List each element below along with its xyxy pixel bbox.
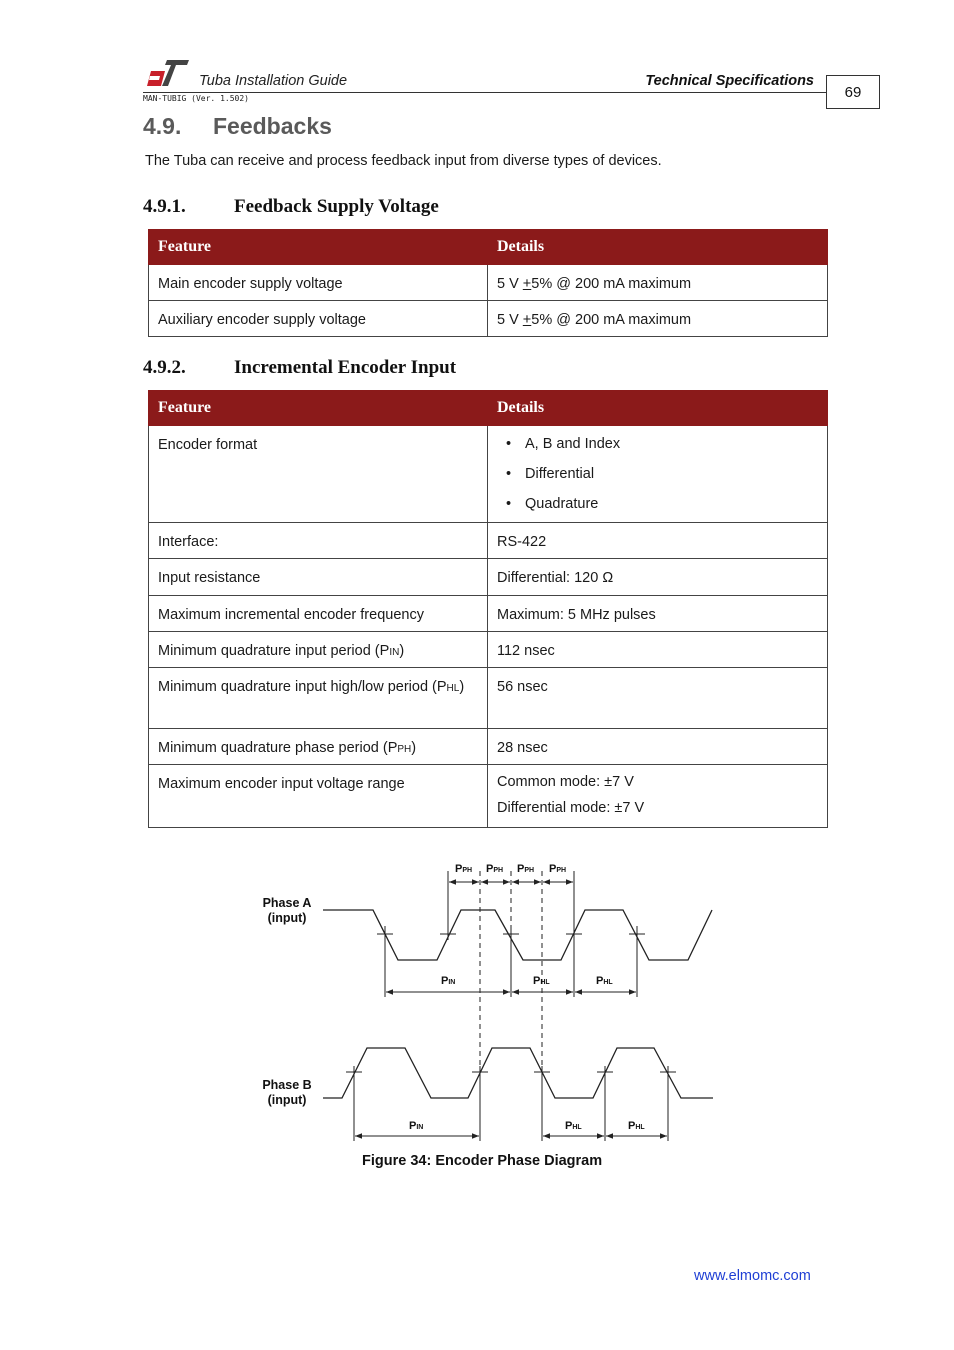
details-cell: Differential: 120 Ω bbox=[488, 559, 828, 596]
header-rule bbox=[143, 92, 826, 93]
subsection-number: 4.9.2. bbox=[143, 357, 186, 378]
feature-cell: Minimum quadrature phase period (PPH) bbox=[149, 729, 488, 765]
phase-a-waveform bbox=[323, 910, 712, 960]
subsection-heading-incremental bbox=[143, 357, 456, 379]
table-row bbox=[149, 523, 828, 559]
svg-text:PHL: PHL bbox=[596, 975, 613, 987]
details-list bbox=[497, 429, 818, 519]
subsection-title: Incremental Encoder Input bbox=[234, 357, 457, 378]
feature-cell: Main encoder supply voltage bbox=[149, 265, 488, 301]
table-row bbox=[149, 265, 828, 301]
feature-cell: Maximum incremental encoder frequency bbox=[149, 596, 488, 632]
table-row bbox=[149, 668, 828, 729]
svg-text:PIN: PIN bbox=[409, 1120, 424, 1132]
section-number: 4.9. bbox=[143, 113, 182, 139]
footer-link[interactable]: www.elmomc.com bbox=[694, 1268, 811, 1284]
column-header-feature: Feature bbox=[149, 230, 488, 265]
table-row bbox=[149, 301, 828, 337]
table-row bbox=[149, 559, 828, 596]
phase-a-sublabel: (input) bbox=[267, 911, 307, 925]
section-heading bbox=[143, 113, 332, 140]
phase-b-markers bbox=[346, 1066, 676, 1141]
phase-b-measure-labels bbox=[409, 1120, 645, 1132]
subsection-heading-supply bbox=[143, 196, 439, 218]
details-cell: RS-422 bbox=[488, 523, 828, 559]
feature-cell: Maximum encoder input voltage range bbox=[149, 765, 488, 828]
feature-cell: Minimum quadrature input period (PIN) bbox=[149, 632, 488, 668]
column-header-details: Details bbox=[488, 230, 828, 265]
elmo-logo-icon bbox=[147, 58, 189, 88]
feature-cell: Encoder format bbox=[149, 426, 488, 523]
feature-cell: Input resistance bbox=[149, 559, 488, 596]
feature-cell: Auxiliary encoder supply voltage bbox=[149, 301, 488, 337]
svg-text:PPH: PPH bbox=[517, 863, 535, 875]
supply-voltage-table bbox=[148, 229, 828, 337]
details-cell: 5 V +5% @ 200 mA maximum bbox=[488, 301, 828, 337]
subsection-title: Feedback Supply Voltage bbox=[234, 196, 439, 217]
svg-text:PPH: PPH bbox=[549, 863, 567, 875]
column-header-feature: Feature bbox=[149, 391, 488, 426]
column-header-details: Details bbox=[488, 391, 828, 426]
phase-a-measure-labels bbox=[441, 975, 613, 987]
figure-caption: Figure 34: Encoder Phase Diagram bbox=[362, 1153, 603, 1169]
incremental-encoder-table bbox=[148, 390, 828, 828]
common-mode-value: Common mode: ±7 V bbox=[497, 774, 634, 790]
svg-text:PHL: PHL bbox=[533, 975, 550, 987]
list-item: • Quadrature bbox=[525, 489, 818, 519]
subsection-number: 4.9.1. bbox=[143, 196, 186, 217]
details-cell bbox=[488, 765, 828, 828]
page-number: 69 bbox=[826, 75, 880, 109]
table-row bbox=[149, 729, 828, 765]
table-row bbox=[149, 765, 828, 828]
svg-text:PHL: PHL bbox=[628, 1120, 645, 1132]
details-cell bbox=[488, 426, 828, 523]
feature-cell: Minimum quadrature input high/low period (PHL) bbox=[149, 668, 488, 729]
doc-code: MAN-TUBIG (Ver. 1.502) bbox=[143, 94, 249, 103]
svg-text:PIN: PIN bbox=[441, 975, 456, 987]
details-cell: Maximum: 5 MHz pulses bbox=[488, 596, 828, 632]
svg-text:PPH: PPH bbox=[486, 863, 504, 875]
list-item: • Differential bbox=[525, 459, 818, 489]
table-row bbox=[149, 596, 828, 632]
svg-text:PHL: PHL bbox=[565, 1120, 582, 1132]
guide-title: Tuba Installation Guide bbox=[199, 73, 348, 89]
header-section-title: Technical Specifications bbox=[645, 73, 814, 89]
details-cell: 112 nsec bbox=[488, 632, 828, 668]
svg-text:PPH: PPH bbox=[455, 863, 473, 875]
phase-a-label: Phase A bbox=[262, 896, 312, 910]
phase-b-sublabel: (input) bbox=[267, 1093, 307, 1107]
differential-mode-value: Differential mode: ±7 V bbox=[497, 800, 645, 816]
encoder-phase-diagram bbox=[250, 855, 720, 1150]
details-cell: 56 nsec bbox=[488, 668, 828, 729]
phase-b-label: Phase B bbox=[262, 1078, 312, 1092]
details-cell: 5 V +5% @ 200 mA maximum bbox=[488, 265, 828, 301]
list-item: • A, B and Index bbox=[525, 429, 818, 459]
feature-cell: Interface: bbox=[149, 523, 488, 559]
details-cell: 28 nsec bbox=[488, 729, 828, 765]
table-header-row bbox=[149, 391, 828, 426]
section-intro: The Tuba can receive and process feedback input from diverse types of devices. bbox=[145, 153, 662, 169]
table-row bbox=[149, 426, 828, 523]
table-header-row bbox=[149, 230, 828, 265]
section-title: Feedbacks bbox=[213, 113, 332, 139]
phase-b-waveform bbox=[323, 1048, 713, 1098]
table-row bbox=[149, 632, 828, 668]
